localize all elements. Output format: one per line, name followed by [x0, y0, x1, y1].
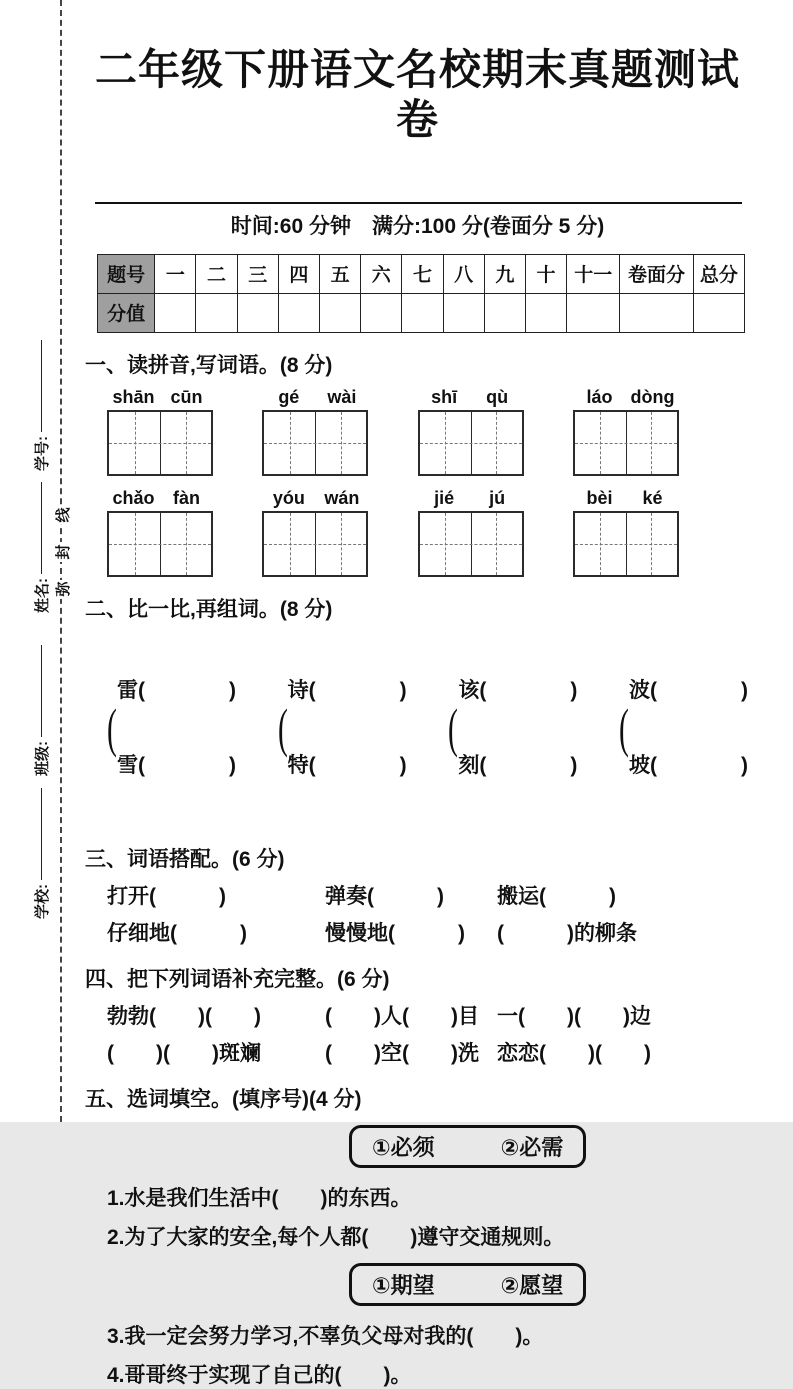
title-divider	[95, 202, 742, 204]
pair-bottom: 雪( )	[116, 753, 236, 777]
brace-icon: (	[277, 697, 288, 758]
fill-item: 搬运( )	[497, 884, 616, 908]
question-col: 六	[361, 254, 402, 293]
pinyin-label: chǎo fàn	[112, 487, 200, 508]
pair-bottom: 特( )	[287, 753, 407, 777]
fill-item: ( )空( )洗	[325, 1041, 479, 1065]
score-cell	[155, 293, 196, 332]
score-cell	[320, 293, 361, 332]
fill-item: ( )( )斑斓	[107, 1041, 261, 1065]
word-choice-box-2: ①期望 ②愿望	[349, 1263, 586, 1306]
word-pair	[444, 629, 577, 827]
school-field	[29, 777, 53, 919]
fill-item: 弹奏( )	[325, 884, 444, 908]
pinyin-label: yóu wán	[272, 487, 360, 508]
word-group	[262, 488, 368, 577]
score-table	[97, 254, 745, 333]
student-no-blank	[40, 340, 42, 432]
school-label: 学校:	[33, 884, 51, 919]
writing-grid	[418, 511, 524, 577]
score-cell	[278, 293, 319, 332]
writing-grid	[262, 410, 368, 476]
question-col: 五	[320, 254, 361, 293]
question-col: 卷面分	[620, 254, 693, 293]
writing-grid	[573, 511, 679, 577]
pair-top: 波( )	[629, 678, 748, 702]
section-1-heading: 一、读拼音,写词语。(8 分)	[85, 353, 333, 377]
pair-bottom: 坡( )	[629, 753, 748, 777]
pair-bottom: 刻( )	[458, 753, 578, 777]
question-col: 一	[155, 254, 196, 293]
score-cell	[693, 293, 744, 332]
score-cell	[443, 293, 484, 332]
fill-item: 仔细地( )	[107, 921, 247, 945]
word-choice-box-1: ①必须 ②必需	[349, 1125, 586, 1168]
exam-content	[85, 0, 750, 1389]
score-cell	[361, 293, 402, 332]
class-label: 班级:	[33, 741, 51, 776]
question-col: 八	[443, 254, 484, 293]
score-cell	[196, 293, 237, 332]
student-no-label: 学号:	[33, 436, 51, 471]
brace-icon: (	[619, 697, 629, 758]
page-title: 二年级下册语文名校期末真题测试卷	[94, 48, 740, 145]
writing-grid	[418, 410, 524, 476]
fill-item: 一( )( )边	[497, 1004, 651, 1028]
writing-grid	[107, 511, 213, 577]
question-col: 七	[402, 254, 443, 293]
word-group	[573, 387, 679, 476]
pinyin-label: shān cūn	[112, 386, 203, 407]
section-4-heading: 四、把下列词语补充完整。(6 分)	[85, 967, 390, 991]
compare-words-row	[103, 629, 748, 827]
question-3: 3.我一定会努力学习,不辜负父母对我的( )。	[107, 1324, 544, 1348]
word-group	[107, 387, 213, 476]
section-3-heading: 三、词语搭配。(6 分)	[85, 847, 285, 871]
pair-top: 雷( )	[116, 678, 236, 702]
writing-grid	[573, 410, 679, 476]
question-2: 2.为了大家的安全,每个人都( )遵守交通规则。	[107, 1225, 565, 1249]
score-table-header: 题号	[98, 254, 155, 293]
fill-item: 慢慢地( )	[325, 921, 465, 945]
collocation-row	[107, 917, 750, 947]
table-row	[98, 293, 745, 332]
score-cell	[402, 293, 443, 332]
idiom-row	[107, 1000, 750, 1030]
score-cell	[620, 293, 693, 332]
seal-line-text	[52, 486, 72, 618]
word-group	[573, 488, 679, 577]
word-pair	[274, 629, 407, 827]
class-blank	[40, 645, 42, 737]
school-blank	[40, 788, 42, 880]
fill-item: 勃勃( )( )	[107, 1004, 261, 1028]
writing-grid	[262, 511, 368, 577]
pinyin-word-row	[107, 387, 679, 476]
question-col: 总分	[693, 254, 744, 293]
class-field	[29, 634, 53, 776]
word-pair	[615, 629, 748, 827]
section-2-heading: 二、比一比,再组词。(8 分)	[85, 597, 333, 621]
pinyin-label: shī qù	[431, 386, 509, 407]
word-group	[262, 387, 368, 476]
score-cell	[237, 293, 278, 332]
score-table-header: 分值	[98, 293, 155, 332]
pair-top: 诗( )	[287, 678, 407, 702]
fill-item: 打开( )	[107, 884, 226, 908]
fill-item: ( )人( )目	[325, 1004, 479, 1028]
fill-item: 恋恋( )( )	[497, 1041, 651, 1065]
name-blank	[40, 482, 42, 574]
name-field	[29, 471, 53, 613]
question-col: 三	[237, 254, 278, 293]
exam-meta: 时间:60 分钟 满分:100 分(卷面分 5 分)	[230, 214, 605, 238]
writing-grid	[107, 410, 213, 476]
pinyin-label: bèi ké	[586, 487, 663, 508]
student-no-field	[29, 329, 53, 471]
section-5-heading: 五、选词填空。(填序号)(4 分)	[85, 1087, 362, 1111]
seal-char: 封	[51, 543, 74, 562]
name-label: 姓名:	[33, 578, 51, 613]
brace-icon: (	[107, 697, 117, 758]
word-group	[107, 488, 213, 577]
question-col: 十一	[567, 254, 620, 293]
score-cell	[567, 293, 620, 332]
question-col: 二	[196, 254, 237, 293]
fill-item: ( )的柳条	[497, 921, 637, 945]
pinyin-word-row	[107, 488, 679, 577]
question-col: 九	[484, 254, 525, 293]
question-col: 四	[278, 254, 319, 293]
word-group	[418, 387, 524, 476]
pinyin-label: gé wài	[278, 386, 357, 407]
score-cell	[525, 293, 566, 332]
pair-top: 该( )	[458, 678, 578, 702]
score-cell	[484, 293, 525, 332]
seal-char: 弥	[51, 580, 74, 599]
question-4: 4.哥哥终于实现了自己的( )。	[107, 1363, 412, 1387]
idiom-row	[107, 1037, 750, 1067]
question-1: 1.水是我们生活中( )的东西。	[107, 1186, 412, 1210]
pinyin-label: jié jú	[434, 487, 506, 508]
seal-char: 线	[51, 505, 74, 524]
pinyin-label: láo dòng	[586, 386, 675, 407]
brace-icon: (	[448, 697, 459, 758]
word-group	[418, 488, 524, 577]
table-row	[98, 254, 745, 293]
collocation-row	[107, 880, 750, 910]
question-col: 十	[525, 254, 566, 293]
word-pair	[103, 629, 236, 827]
